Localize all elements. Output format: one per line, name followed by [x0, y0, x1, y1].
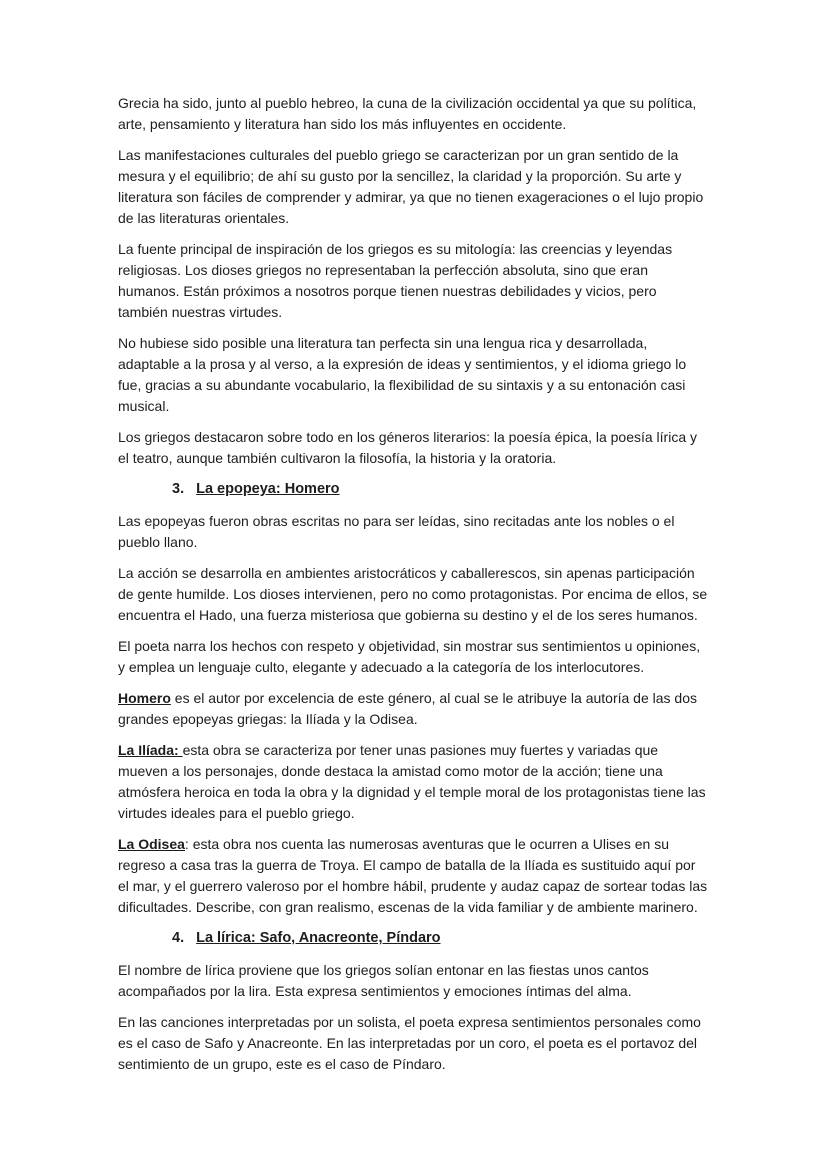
bold-underline-lead: La Odisea [118, 836, 185, 852]
paragraph: En las canciones interpretadas por un solista, el poeta expresa sentimientos personales como es el caso de Safo y Anacreonte. En las interpretadas por un coro, el poeta es el portavoz del sentimiento de un grupo, este es el caso de Píndaro. [118, 1014, 701, 1072]
paragraph: La fuente principal de inspiración de los griegos es su mitología: las creencias y leyendas religiosas. Los dioses griegos no representaban la perfección absoluta, sino que eran humanos. Están próximos a nosotros porque tienen nuestras debilidades y vicios, pero también nuestras virtudes. [118, 241, 673, 320]
paragraph: Grecia ha sido, junto al pueblo hebreo, la cuna de la civilización occidental ya que su política, arte, pensamiento y literatura han sido los más influyentes en occidente. [118, 95, 697, 132]
heading-title: La lírica: Safo, Anacreonte, Píndaro [196, 930, 441, 946]
paragraph: Los griegos destacaron sobre todo en los géneros literarios: la poesía épica, la poesía lírica y el teatro, aunque también cultivaron la filosofía, la historia y la oratoria. [118, 429, 698, 466]
paragraph: Las manifestaciones culturales del pueblo griego se caracterizan por un gran sentido de la mesura y el equilibrio; de ahí su gusto por la sencillez, la claridad y la proporción. Su arte y literatura son fáciles de comprender y admirar, ya que no tienen exageraciones o el lujo propio de las literaturas orientales. [118, 147, 704, 226]
heading-number: 3. [172, 481, 185, 497]
paragraph-odisea [118, 834, 710, 918]
heading-title: La epopeya: Homero [196, 481, 340, 497]
paragraph: El nombre de lírica proviene que los griegos solían entonar en las fiestas unos cantos acompañados por la lira. Esta expresa sentimientos y emociones íntimas del alma. [118, 962, 649, 999]
paragraph: No hubiese sido posible una literatura tan perfecta sin una lengua rica y desarrollada, adaptable a la prosa y al verso, a la expresión de ideas y sentimientos, y el idioma griego lo fue, gracias a su abundante vocabulario, la flexibilidad de su sintaxis y a su entonación casi musical. [118, 335, 687, 414]
paragraph-text: : esta obra nos cuenta las numerosas aventuras que le ocurren a Ulises en su regreso a casa tras la guerra de Troya. El campo de batalla de la Ilíada es sustituido aquí por el mar, y el guerrero valeroso por el hombre hábil, prudente y audaz capaz de sortear todas las dificultades. Describe, con gran realismo, escenas de la vida familiar y de ambiente marinero. [118, 836, 708, 915]
section-heading-epopeya [172, 479, 710, 500]
paragraph-text: es el autor por excelencia de este género, al cual se le atribuye la autoría de las dos grandes epopeyas griegas: la Ilíada y la Odisea. [118, 690, 698, 727]
paragraph: Las epopeyas fueron obras escritas no para ser leídas, sino recitadas ante los nobles o el pueblo llano. [118, 513, 675, 550]
paragraph: El poeta narra los hechos con respeto y objetividad, sin mostrar sus sentimientos u opiniones, y emplea un lenguaje culto, elegante y adecuado a la categoría de los interlocutores. [118, 638, 701, 675]
paragraph-homero [118, 688, 710, 730]
bold-underline-lead: La Ilíada: [118, 742, 183, 758]
paragraph-text: esta obra se caracteriza por tener unas pasiones muy fuertes y variadas que mueven a los personajes, donde destaca la amistad como motor de la acción; tiene una atmósfera heroica en toda la obra y la dignidad y el temple moral de los protagonistas tiene las virtudes ideales para el pueblo griego. [118, 742, 706, 821]
heading-number: 4. [172, 930, 185, 946]
section-heading-lirica [172, 928, 710, 949]
bold-underline-lead: Homero [118, 690, 171, 706]
paragraph: La acción se desarrolla en ambientes aristocráticos y caballerescos, sin apenas participación de gente humilde. Los dioses intervienen, pero no como protagonistas. Por encima de ellos, se encuentra el Hado, una fuerza misteriosa que gobierna su destino y el de los seres humanos. [118, 565, 708, 623]
paragraph-iliada [118, 740, 710, 824]
